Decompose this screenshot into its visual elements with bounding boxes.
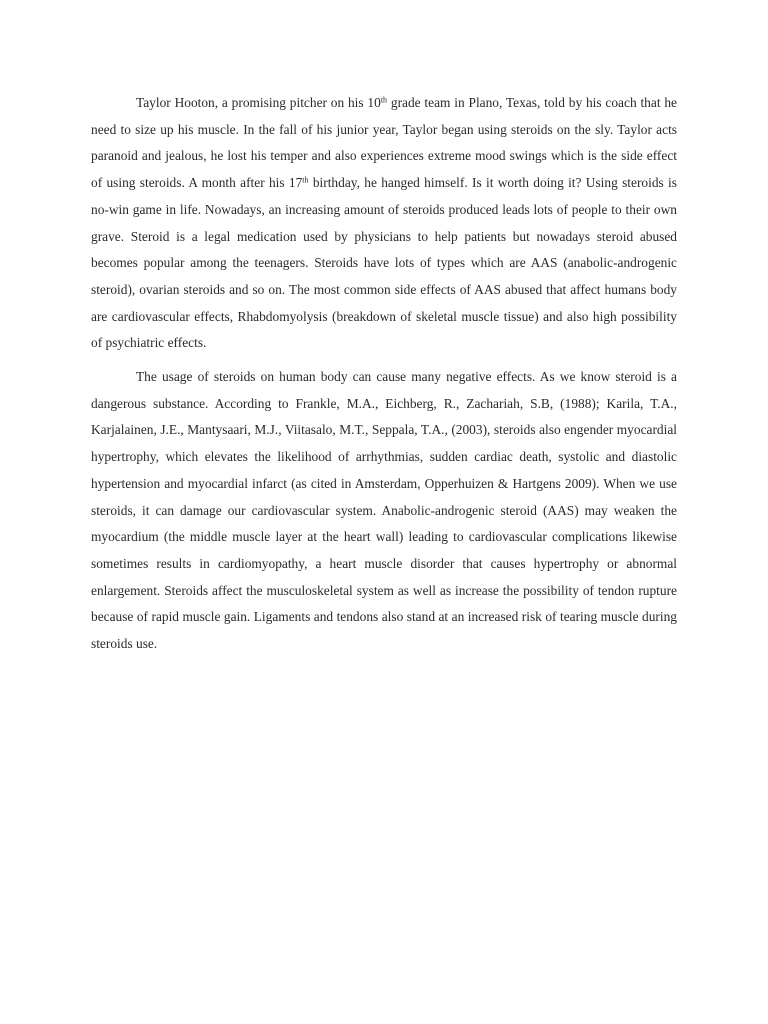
paragraph-1-text: birthday, he hanged himself. Is it worth doing it? Using steroids is no-win game in life. Nowadays, an increasing amount of steroids produced leads lots of people to their own grave. Steroid is a legal medication used by physicians to help patients but nowadays steroid abused becomes popular among the teenagers. Steroids have lots of types which are AAS (anabolic-androgenic steroid), ovarian steroids and so on. The most common side effects of AAS abused that affect humans body are cardiovascular effects, Rhabdomyolysis (breakdown of skeletal muscle tissue) and also high possibility of psychiatric effects. [91, 175, 677, 351]
paragraph-1 [91, 90, 677, 357]
paragraph-2-text: The usage of steroids on human body can cause many negative effects. As we know steroid is a dangerous substance. According to Frankle, M.A., Eichberg, R., Zachariah, S.B, (1988); Karila, T.A., Karjalainen, J.E., Mantysaari, M.J., Viitasalo, M.T., Seppala, T.A., (2003), steroids also engender myocardial hypertrophy, which elevates the likelihood of arrhythmias, sudden cardiac death, systolic and diastolic hypertension and myocardial infarct (as cited in Amsterdam, Opperhuizen & Hartgens 2009). When we use steroids, it can damage our cardiovascular system. Anabolic-androgenic steroid (AAS) may weaken the myocardium (the middle muscle layer at the heart wall) leading to cardiovascular complications likewise sometimes results in cardiomyopathy, a heart muscle disorder that causes hypertrophy or abnormal enlargement. Steroids affect the musculoskeletal system as well as increase the possibility of tendon rupture because of rapid muscle gain. Ligaments and tendons also stand at an increased risk of tearing muscle during steroids use. [91, 369, 677, 652]
ordinal-suffix: th [302, 175, 309, 185]
paragraph-1-text: Taylor Hooton, a promising pitcher on his 10 [136, 95, 381, 110]
paragraph-2 [91, 364, 677, 658]
ordinal-suffix: th [380, 95, 388, 105]
document-body [91, 90, 677, 658]
paragraph-1-text: grade team in Plano, Texas, told by his coach that he need to size up his muscle. In the fall of his junior year, Taylor began using steroids on the sly. Taylor acts paranoid and jealous, he lost his temper and also experiences extreme mood swings which is the side effect of using steroids. A month after his 17 [91, 95, 677, 191]
